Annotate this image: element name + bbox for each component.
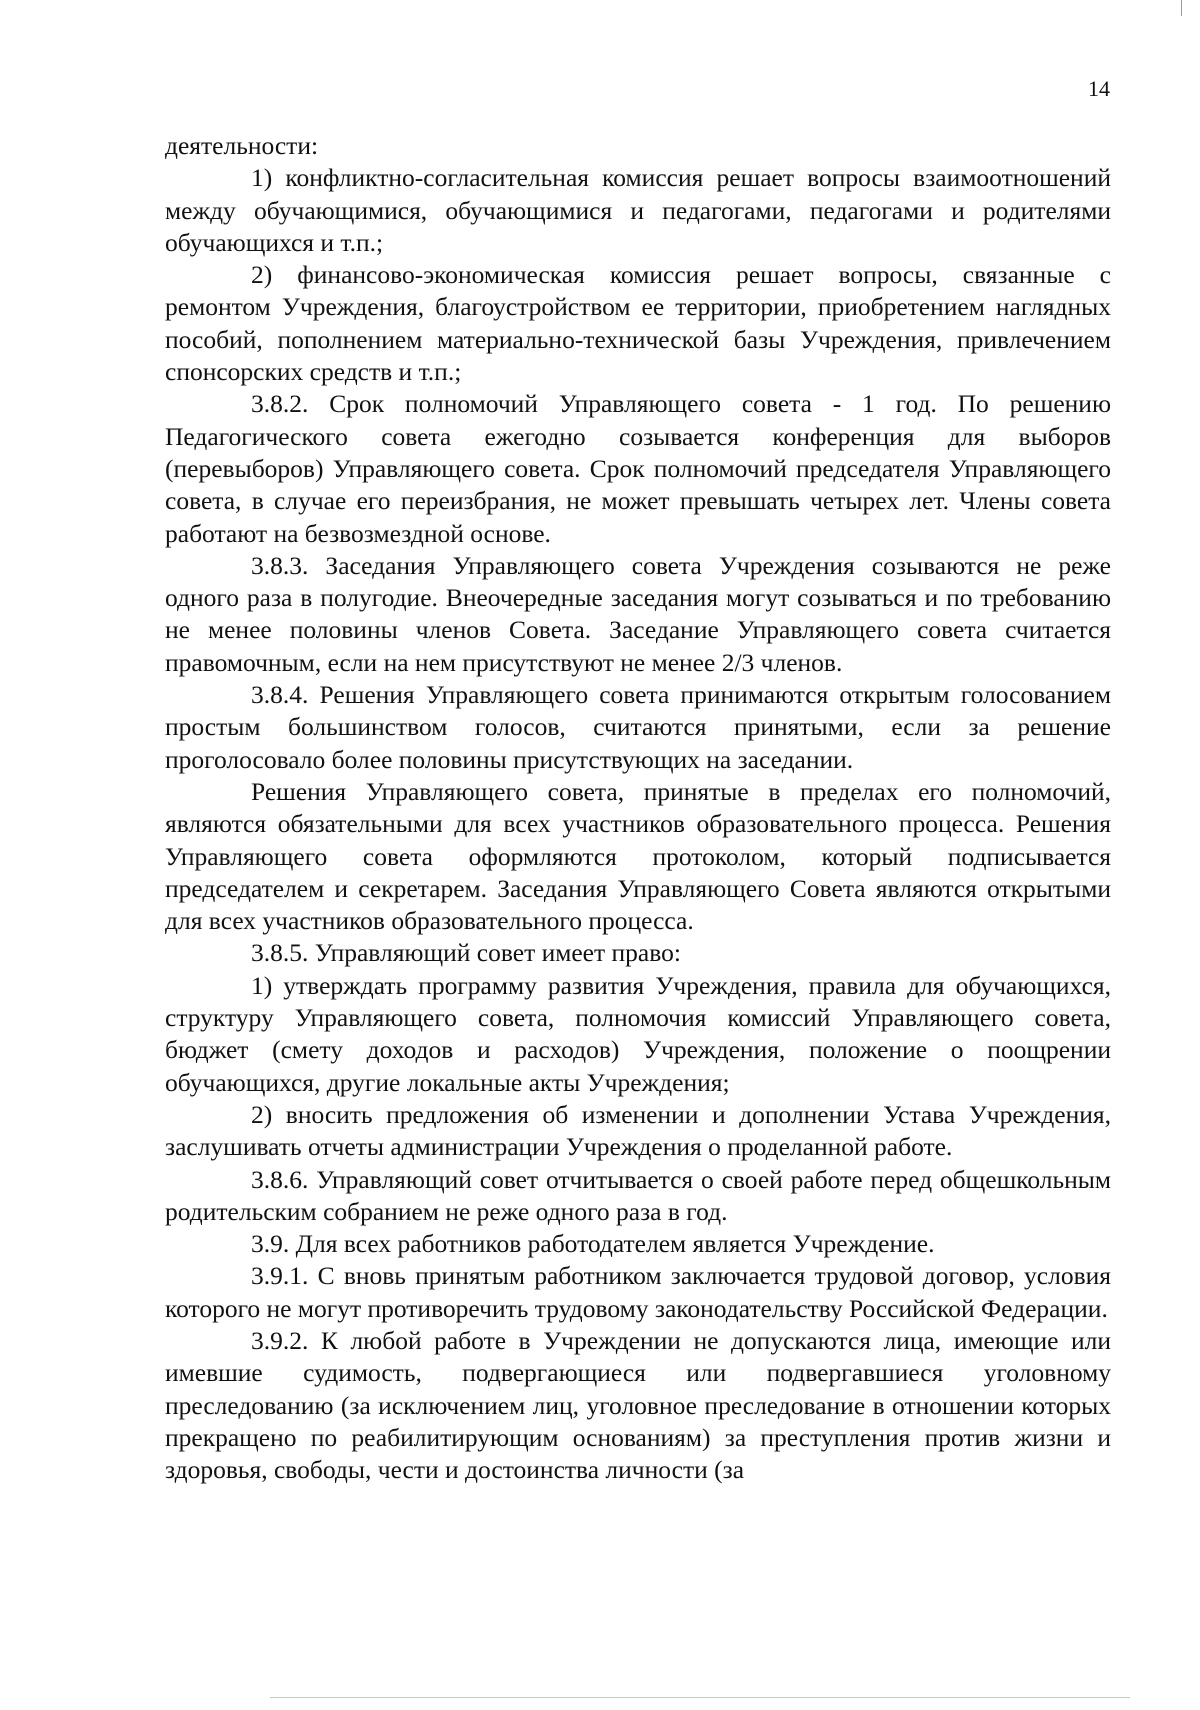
- scan-bottom-line: [270, 1697, 1130, 1698]
- paragraph: 3.9.2. К любой работе в Учреждении не допускаются лица, имеющие или имевшие судимость, подвергающиеся или подвергавшиеся уголовному преследованию (за исключением лиц, уголовное преследование в отношении которых прекращено по реабилитирующим основаниям) за преступления против жизни и здоровья, свободы, чести и достоинства личности (за: [165, 1325, 1111, 1485]
- paragraph: 2) финансово-экономическая комиссия решает вопросы, связанные с ремонтом Учреждения, благоустройством ее территории, приобретением наглядных пособий, пополнением материально-технической базы Учреждения, привлечением спонсорских средств и т.п.;: [165, 260, 1111, 387]
- paragraph: 1) утверждать программу развития Учреждения, правила для обучающихся, структуру Управляющего совета, полномочия комиссий Управляющего совета, бюджет (смету доходов и расходов) Учреждения, положение о поощрении обучающихся, другие локальные акты Учреждения;: [165, 970, 1111, 1097]
- scan-edge-mark: [1181, 0, 1182, 16]
- paragraph: Решения Управляющего совета, принятые в пределах его полномочий, являются обязательными для всех участников образовательного процесса. Решения Управляющего совета оформляются протоколом, который подписывается председателем и секретарем. Заседания Управляющего Совета являются открытыми для всех участников образовательного процесса.: [165, 776, 1111, 936]
- paragraph: 3.9.1. С вновь принятым работником заключается трудовой договор, условия которого не могут противоречить трудовому законодательству Российской Федерации.: [165, 1261, 1111, 1323]
- document-body: [165, 130, 1111, 1486]
- paragraph: 1) конфликтно-согласительная комиссия решает вопросы взаимоотношений между обучающимися, обучающимися и педагогами, педагогами и родителями обучающихся и т.п.;: [165, 163, 1111, 257]
- paragraph: 3.8.2. Срок полномочий Управляющего совета - 1 год. По решению Педагогического совета ежегодно созывается конференция для выборов (перевыборов) Управляющего совета. Срок полномочий председателя Управляющего совета, в случае его переизбрания, не может превышать четырех лет. Члены совета работают на безвозмездной основе.: [165, 389, 1111, 548]
- paragraph: 3.8.4. Решения Управляющего совета принимаются открытым голосованием простым большинством голосов, считаются принятыми, если за решение проголосовало более половины присутствующих на заседании.: [165, 680, 1111, 774]
- paragraph: 3.9. Для всех работников работодателем является Учреждение.: [251, 1229, 935, 1259]
- paragraph: 3.8.3. Заседания Управляющего совета Учреждения созываются не реже одного раза в полугодие. Внеочередные заседания могут созываться и по требованию не менее половины членов Совета. Заседание Управляющего совета считается правомочным, если на нем присутствуют не менее 2/3 членов.: [165, 550, 1111, 677]
- paragraph: деятельности:: [165, 131, 319, 160]
- paragraph: 3.8.5. Управляющий совет имеет право:: [251, 938, 681, 968]
- page-number: 14: [1088, 76, 1110, 101]
- paragraph: 2) вносить предложения об изменении и дополнении Устава Учреждения, заслушивать отчеты администрации Учреждения о проделанной работе.: [165, 1099, 1111, 1162]
- paragraph: 3.8.6. Управляющий совет отчитывается о своей работе перед общешкольным родительским собранием не реже одного раза в год.: [165, 1164, 1111, 1226]
